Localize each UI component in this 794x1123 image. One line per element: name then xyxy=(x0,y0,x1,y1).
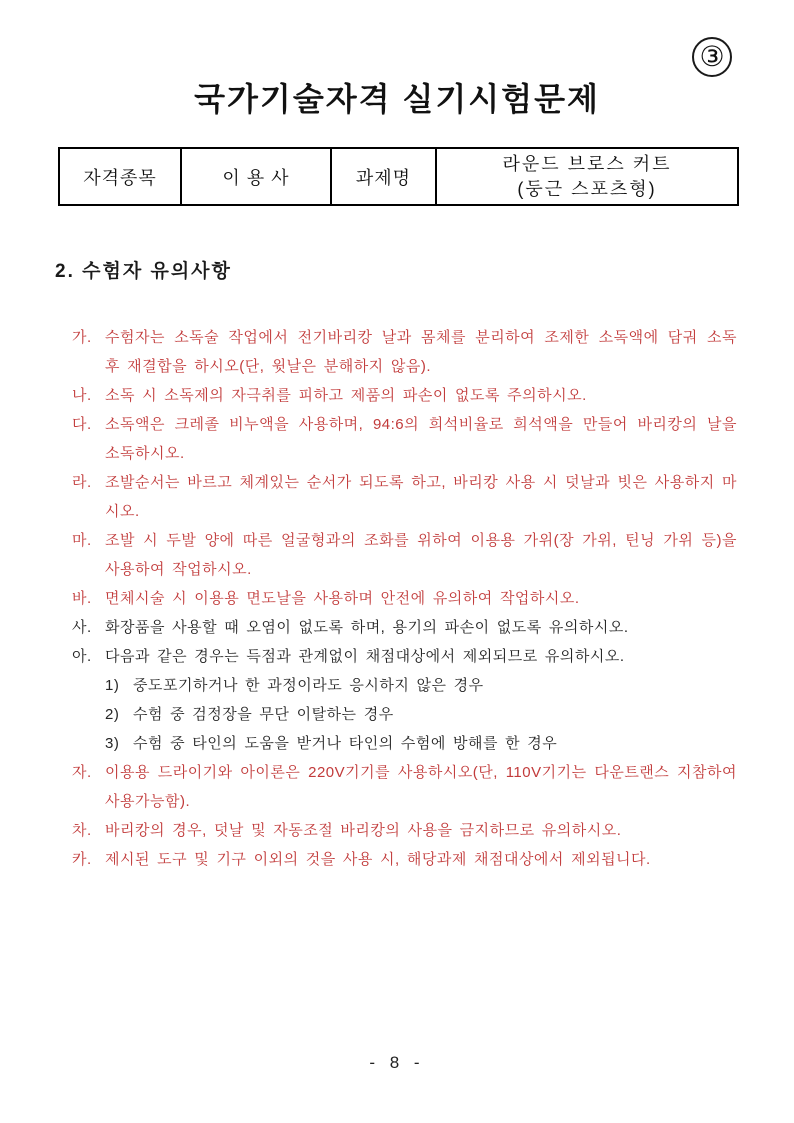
section-heading: 2. 수험자 유의사항 xyxy=(55,261,232,282)
notice-text: 중도포기하거나 한 과정이라도 응시하지 않은 경우 xyxy=(133,677,484,694)
notice-text: 화장품을 사용할 때 오염이 없도록 하며, 용기의 파손이 없도록 유의하시오. xyxy=(105,619,629,636)
circled-number-badge xyxy=(692,37,732,77)
task-name-value xyxy=(436,148,738,205)
notice-label: 1) xyxy=(105,677,120,694)
notice-label: 사. xyxy=(72,619,92,636)
circled-number: ③ xyxy=(699,42,725,73)
notice-subitem-1 xyxy=(105,671,737,700)
notice-label: 마. xyxy=(72,532,92,549)
notice-text: 이용용 드라이기와 아이론은 220V기기를 사용하시오(단, 110V기기는 다운트랜스 지참하여 사용가능함). xyxy=(105,764,737,810)
notice-label: 아. xyxy=(72,648,92,665)
notice-label: 3) xyxy=(105,735,120,752)
notice-text: 다음과 같은 경우는 득점과 관계없이 채점대상에서 제외되므로 유의하시오. xyxy=(105,648,625,665)
notice-text: 제시된 도구 및 기구 이외의 것을 사용 시, 해당과제 채점대상에서 제외됩니다. xyxy=(105,851,651,868)
task-name-header: 과제명 xyxy=(331,148,436,205)
notice-item-da xyxy=(72,410,737,468)
notice-text: 소독액은 크레졸 비누액을 사용하며, 94:6의 희석비율로 희석액을 만들어 바리캉의 날을 소독하시오. xyxy=(105,416,737,462)
notice-item-ra xyxy=(72,468,737,526)
notice-text: 조발 시 두발 양에 따른 얼굴형과의 조화를 위하여 이용용 가위(장 가위, 틴닝 가위 등)을 사용하여 작업하시오. xyxy=(105,532,737,578)
notice-item-ga xyxy=(72,323,737,381)
notice-list xyxy=(72,323,737,874)
notice-text: 바리캉의 경우, 덧날 및 자동조절 바리캉의 사용을 금지하므로 유의하시오. xyxy=(105,822,622,839)
notice-item-na xyxy=(72,381,737,410)
notice-subitem-3 xyxy=(105,729,737,758)
notice-label: 가. xyxy=(72,329,92,346)
notice-label: 다. xyxy=(72,416,92,433)
qualification-type-header: 자격종목 xyxy=(59,148,181,205)
notice-text: 소독 시 소독제의 자극취를 피하고 제품의 파손이 없도록 주의하시오. xyxy=(105,387,587,404)
notice-text: 수험 중 검정장을 무단 이탈하는 경우 xyxy=(133,706,394,723)
info-table-row xyxy=(59,148,738,205)
notice-item-ma xyxy=(72,526,737,584)
page-number: - 8 - xyxy=(369,1053,425,1072)
notice-label: 라. xyxy=(72,474,92,491)
qualification-info-table xyxy=(58,147,739,206)
notice-text: 수험 중 타인의 도움을 받거나 타인의 수험에 방해를 한 경우 xyxy=(133,735,558,752)
notice-label: 카. xyxy=(72,851,92,868)
notice-label: 차. xyxy=(72,822,92,839)
notice-text: 면체시술 시 이용용 면도날을 사용하며 안전에 유의하여 작업하시오. xyxy=(105,590,580,607)
notice-item-ja xyxy=(72,758,737,816)
notice-item-ba xyxy=(72,584,737,613)
notice-item-cha xyxy=(72,816,737,845)
notice-item-a xyxy=(72,642,737,671)
notice-text: 수험자는 소독술 작업에서 전기바리캉 날과 몸체를 분리하여 조제한 소독액에 담궈 소독 후 재결합을 하시오(단, 윗날은 분해하지 않음). xyxy=(105,329,737,375)
task-name-line2: (둥근 스포츠형) xyxy=(517,178,657,199)
notice-label: 자. xyxy=(72,764,92,781)
task-name-line1: 라운드 브로스 커트 xyxy=(502,153,672,174)
notice-label: 바. xyxy=(72,590,92,607)
document-title: 국가기술자격 실기시험문제 xyxy=(194,81,600,117)
notice-label: 2) xyxy=(105,706,120,723)
notice-subitem-2 xyxy=(105,700,737,729)
notice-item-sa xyxy=(72,613,737,642)
qualification-type-value: 이 용 사 xyxy=(181,148,331,205)
notice-label: 나. xyxy=(72,387,92,404)
notice-item-ka xyxy=(72,845,737,874)
notice-text: 조발순서는 바르고 체계있는 순서가 되도록 하고, 바리캉 사용 시 덧날과 빗은 사용하지 마시오. xyxy=(105,474,737,520)
